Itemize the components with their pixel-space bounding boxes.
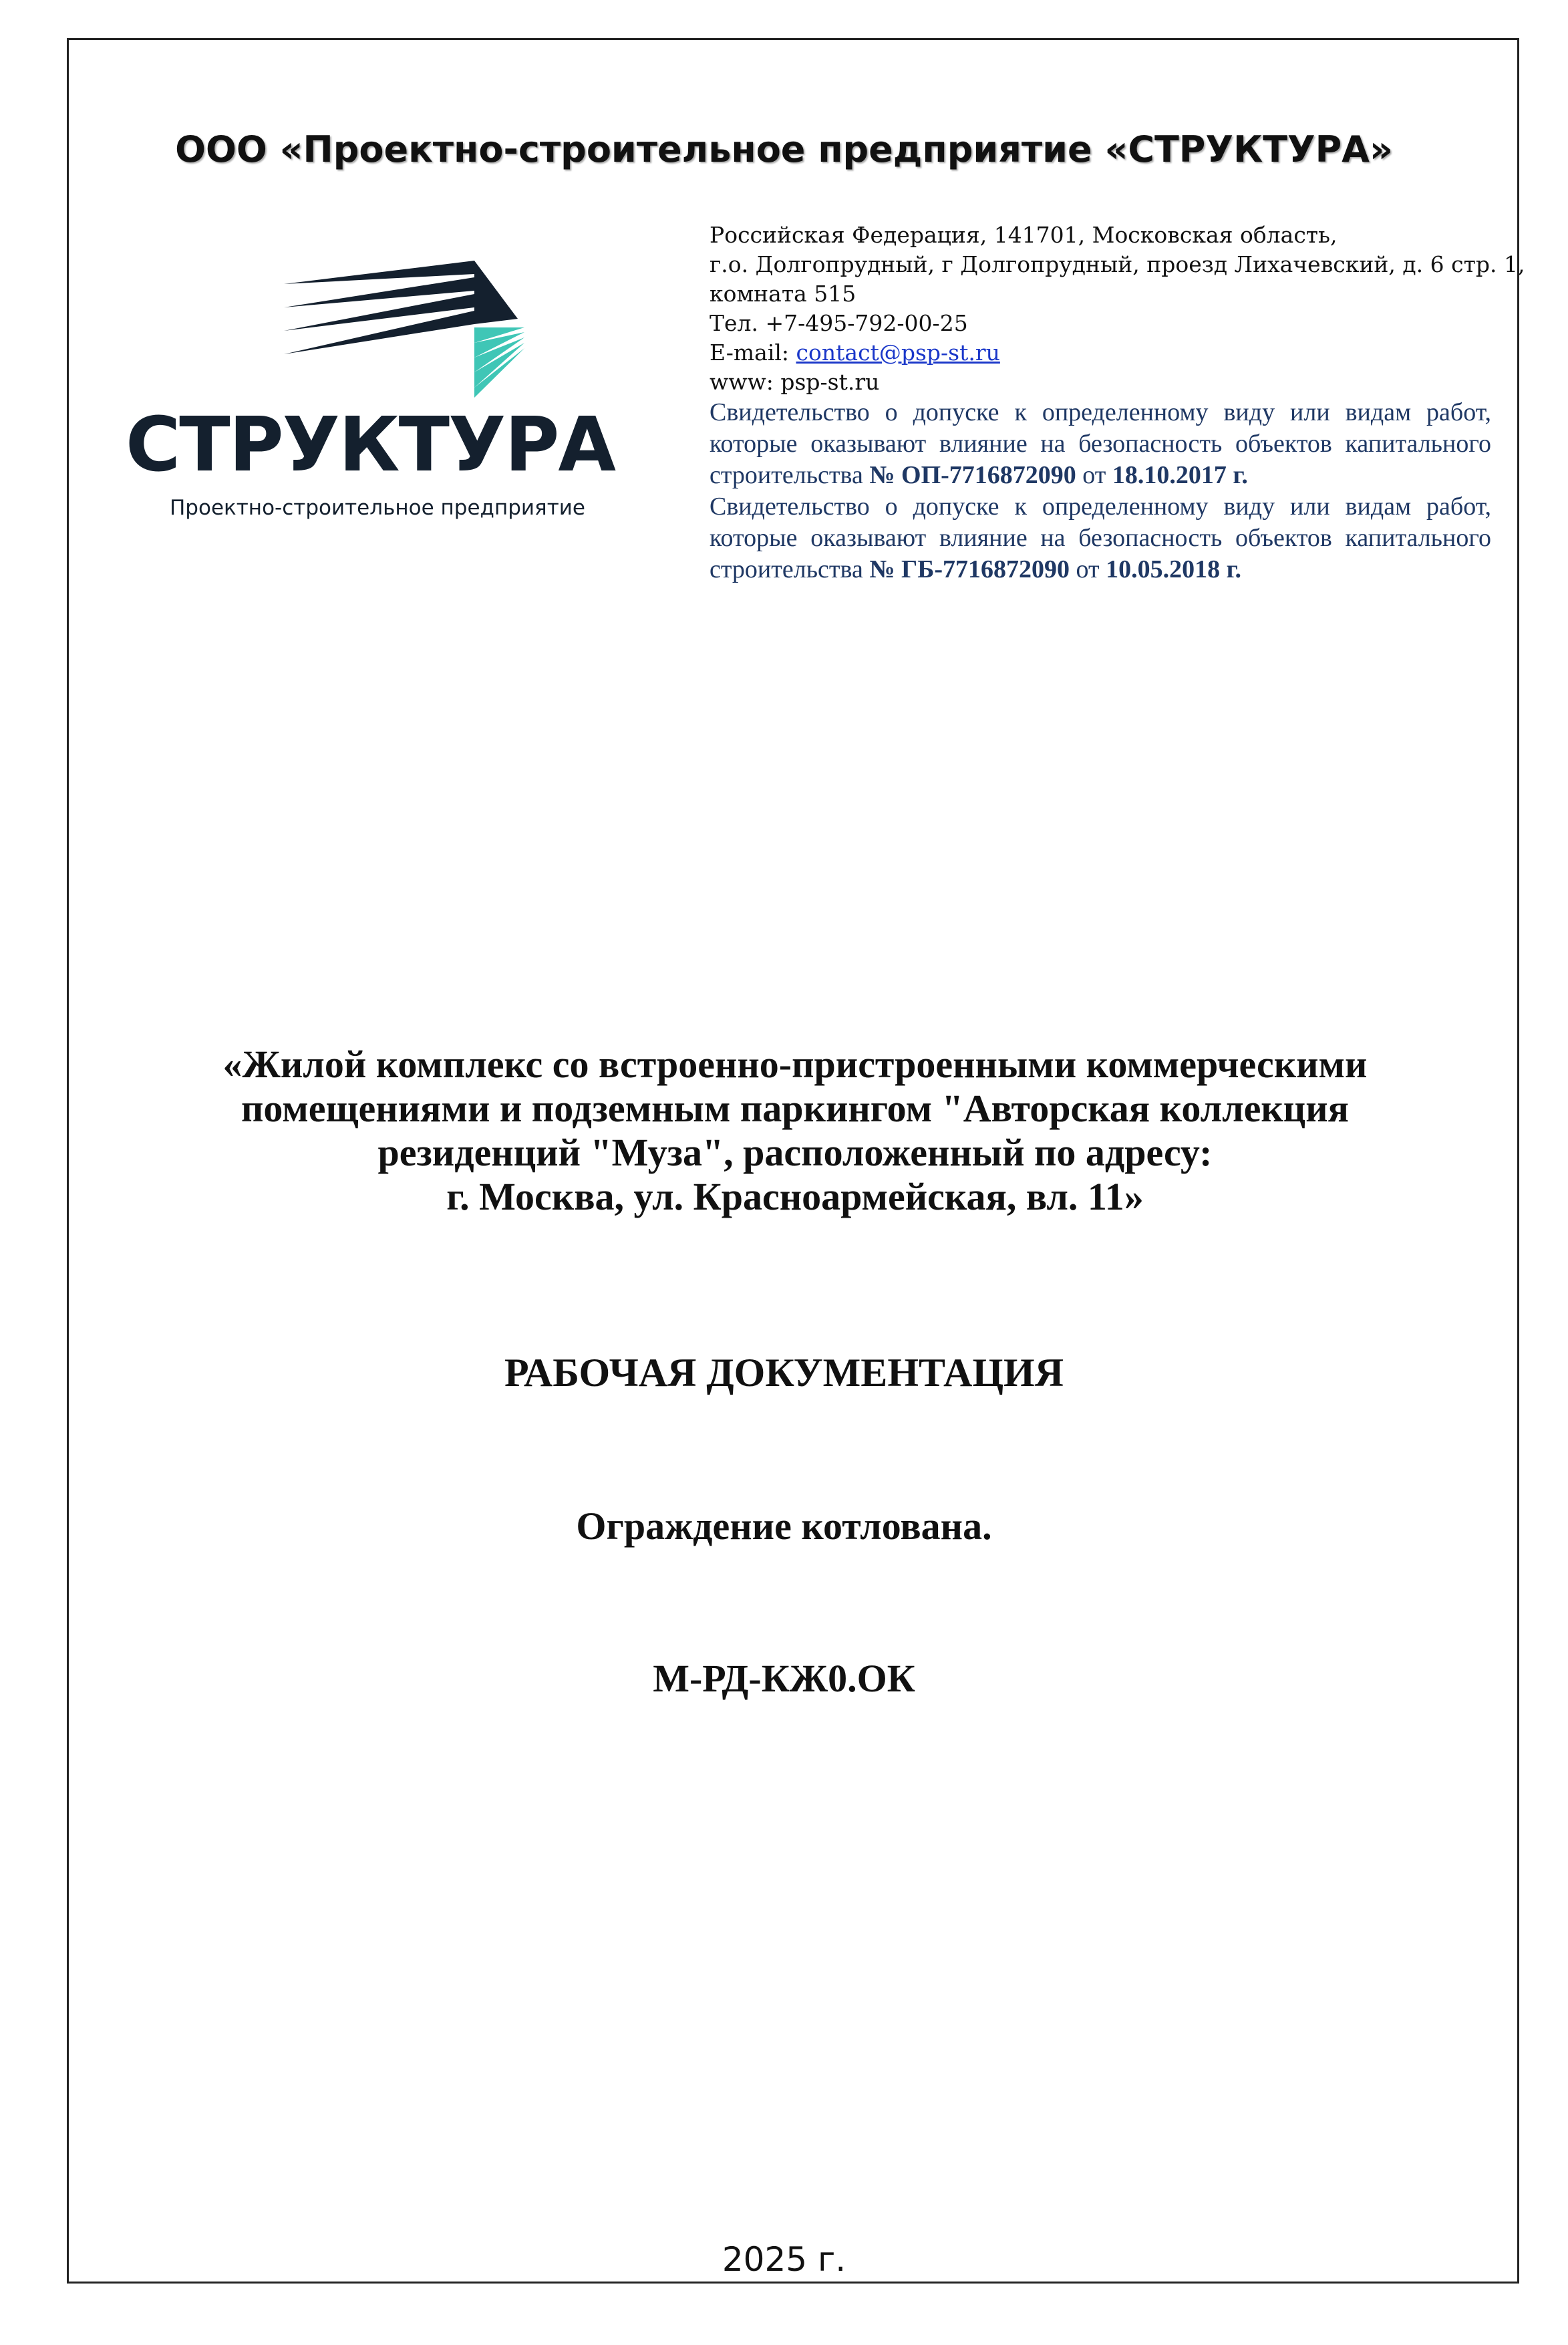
address-line-2: г.о. Долгопрудный, г Долгопрудный, проезд Лихачевский, д. 6 стр. 1, xyxy=(710,251,1525,277)
object-title xyxy=(100,1043,1490,1219)
certificate-1 xyxy=(710,397,1491,491)
certificate-2-from: от xyxy=(1069,555,1106,583)
contact-block xyxy=(710,221,1525,585)
document-section: Ограждение котлована. xyxy=(576,1504,992,1548)
company-name: ООО «Проектно-строительное предприятие «СТРУКТУРА» xyxy=(175,128,1393,170)
address-line-1: Российская Федерация, 141701, Московская область, xyxy=(710,222,1338,248)
phone: Тел. +7-495-792-00-25 xyxy=(710,310,968,336)
object-title-line-2: помещениями и подземным паркингом "Авторская коллекция xyxy=(241,1087,1350,1130)
certificate-2-number: № ГБ-7716872090 xyxy=(869,555,1070,583)
website: www: psp-st.ru xyxy=(710,369,880,395)
address-line-3: комната 515 xyxy=(710,281,856,307)
logo-wordmark: СТРУКТУРА xyxy=(126,402,615,489)
document-code: М-РД-КЖ0.ОК xyxy=(653,1657,915,1700)
email-link[interactable]: contact@psp-st.ru xyxy=(796,339,1000,366)
object-title-line-1: «Жилой комплекс со встроенно-пристроенными коммерческими xyxy=(222,1043,1368,1086)
logo-tagline: Проектно-строительное предприятие xyxy=(170,496,585,520)
certificate-2 xyxy=(710,491,1491,585)
object-title-line-3: резиденций "Муза", расположенный по адресу: xyxy=(377,1131,1213,1174)
document-year: 2025 г. xyxy=(722,2240,846,2279)
certificate-1-number: № ОП-7716872090 xyxy=(869,461,1076,489)
certificate-2-date: 10.05.2018 г. xyxy=(1106,555,1242,583)
email-row xyxy=(710,338,1491,368)
certificate-2-text: Свидетельство о допуске к определенному виду или видам работ, которые оказывают влияние на безопасность объектов капитального строительства xyxy=(710,493,1491,583)
certificate-1-text: Свидетельство о допуске к определенному виду или видам работ, которые оказывают влияние на безопасность объектов капитального строительства xyxy=(710,398,1491,489)
email-label: E-mail: xyxy=(710,339,796,366)
document-type: РАБОЧАЯ ДОКУМЕНТАЦИЯ xyxy=(504,1351,1064,1395)
object-title-line-4: г. Москва, ул. Красноармейская, вл. 11» xyxy=(446,1175,1144,1218)
certificate-1-date: 18.10.2017 г. xyxy=(1112,461,1248,489)
certificate-1-from: от xyxy=(1076,461,1112,489)
